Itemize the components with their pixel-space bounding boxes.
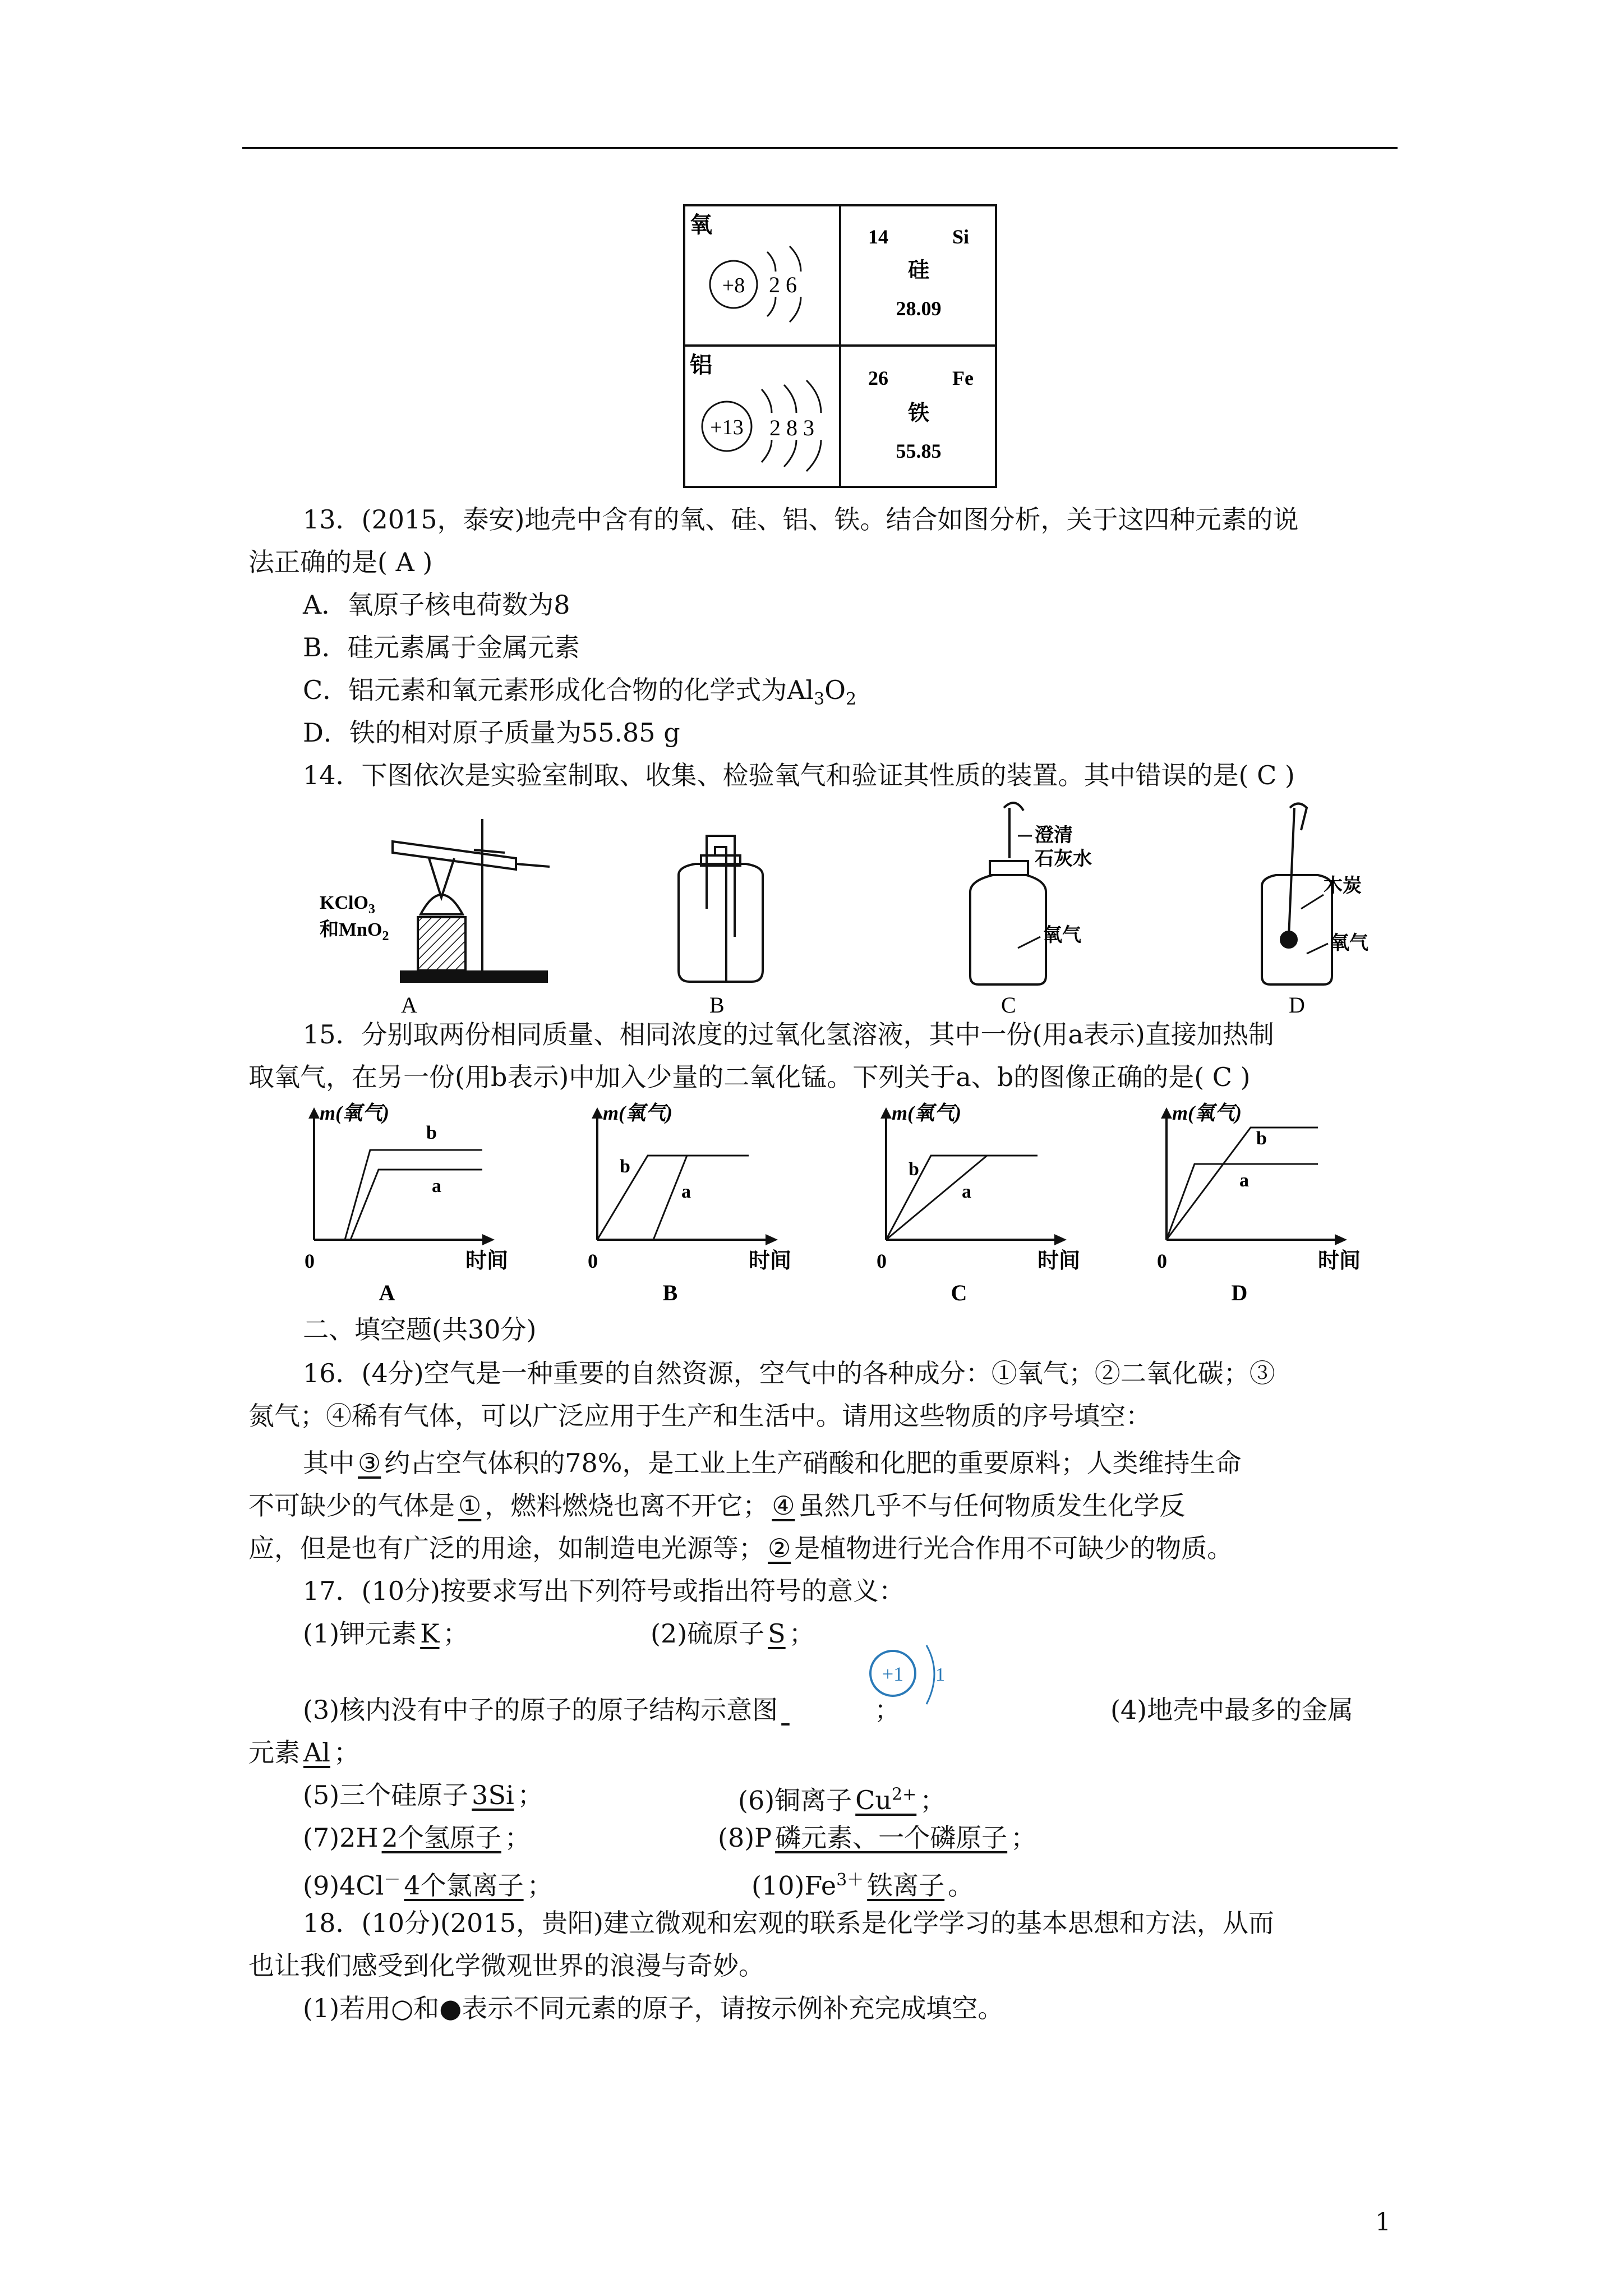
apparatus-b-bottle-icon	[679, 836, 763, 982]
q14-d-reagent: 木炭	[1324, 876, 1362, 896]
q15-graph-a-x-label: 时间	[465, 1249, 509, 1273]
fe-symbol: Fe	[952, 367, 974, 389]
q15-graph-a-label: A	[379, 1280, 395, 1305]
aluminum-label: 铝	[690, 352, 712, 378]
q15-graph-d-x-label: 时间	[1318, 1249, 1361, 1273]
q14-c-reagent-2: 石灰水	[1035, 849, 1092, 869]
q13-stem-line2: 法正确的是( A )	[248, 547, 433, 577]
q14-c-reagent-1: 澄清	[1035, 825, 1073, 846]
q15-graph-a-series-b-line	[345, 1150, 482, 1240]
q15-graph-d-origin: 0	[1157, 1250, 1167, 1272]
q14-stem: 14．下图依次是实验室制取、收集、检验氧气和验证其性质的装置。其中错误的是( C )	[303, 760, 1295, 790]
q15-graph-d-series-b-label: b	[1256, 1128, 1267, 1149]
q15-graph-b-y-label: m(氧气)	[603, 1102, 672, 1124]
q15-graph-a-origin: 0	[305, 1250, 315, 1272]
fe-name: 铁	[907, 402, 930, 425]
oxygen-label: 氧	[690, 212, 712, 237]
q14-a-reagent-2: 和MnO$_2$	[320, 919, 389, 944]
q15-graph-b-series-a-label: a	[681, 1181, 691, 1202]
q14-label-b: B	[709, 992, 725, 1015]
q18-line3: (1)若用○和●表示不同元素的原子，请按示例补充完成填空。	[303, 1993, 1004, 2023]
hydrogen-shell: 1	[935, 1664, 945, 1685]
q15-graph-b-origin: 0	[588, 1250, 598, 1272]
q16-line4: 不可缺少的气体是 ① ，燃料燃烧也离不开它； ④ 虽然几乎不与任何物质发生化学反	[248, 1490, 1186, 1521]
header-rule	[242, 147, 1398, 149]
q15-graph-d-y-arrow-icon	[1161, 1107, 1172, 1119]
q15-graph-b-x-label: 时间	[749, 1249, 792, 1273]
q13-option-d: D．铁的相对原子质量为55.85 g	[303, 717, 680, 748]
q15-graph-a-y-arrow-icon	[308, 1107, 320, 1119]
q16-answer-1: ③	[358, 1448, 381, 1478]
q16-answer-4: ②	[768, 1533, 791, 1563]
q15-graph-a-y-label: m(氧气)	[320, 1102, 389, 1124]
q15-graphs-svg	[292, 1099, 1385, 1318]
page-number: 1	[1375, 2208, 1391, 2237]
q15-graph-c-x-label: 时间	[1038, 1249, 1081, 1273]
q13-stem-line1: 13．(2015，泰安)地壳中含有的氧、硅、铝、铁。结合如图分析，关于这四种元素的说	[303, 504, 1299, 535]
q15-graph-a-x-arrow-icon	[482, 1234, 495, 1245]
q16-line2: 氮气；④稀有气体，可以广泛应用于生产和生活中。请用这些物质的序号填空：	[248, 1401, 1151, 1431]
q15-graph-b-x-arrow-icon	[766, 1234, 778, 1245]
q15-stem-line1: 15．分别取两份相同质量、相同浓度的过氧化氢溶液，其中一份(用a表示)直接加热制	[303, 1019, 1274, 1050]
q17-item-9: (9)4Cl－ 4个氯离子 ；	[303, 1870, 553, 1901]
q14-label-a: A	[401, 992, 417, 1015]
q15-graph-c-label: C	[951, 1280, 967, 1305]
q13-option-a: A．氧原子核电荷数为8	[303, 590, 570, 620]
q16-line5: 应，但是也有广泛的用途，如制造电光源等； ② 是植物进行光合作用不可缺少的物质。	[248, 1533, 1233, 1563]
apparatus-d-bottle-icon	[1262, 804, 1332, 985]
q17-item-3: (3)核内没有中子的原子的原子结构示意图 ；	[303, 1695, 901, 1725]
q15-graph-a-series-b-label: b	[426, 1122, 437, 1143]
q15-graph-a-series-a-line	[351, 1170, 482, 1240]
si-number: 14	[868, 226, 888, 248]
fe-number: 26	[868, 367, 888, 389]
q17-item-7: (7)2H 2个氢原子 ；	[303, 1823, 531, 1853]
q14-c-gas: 氧气	[1043, 925, 1081, 946]
q14-label-d: D	[1289, 992, 1305, 1015]
q15-graph-d-x-arrow-icon	[1335, 1234, 1347, 1245]
aluminum-shells: 2 8 3	[769, 415, 814, 440]
q17-item-4-part1: (4)地壳中最多的金属	[1110, 1695, 1354, 1725]
q17-item-4-part2: 元素 Al ；	[248, 1737, 359, 1768]
si-mass: 28.09	[896, 297, 942, 320]
q15-graph-a-series-a-label: a	[432, 1176, 441, 1197]
fe-mass: 55.85	[896, 440, 942, 462]
section-2-title: 二、填空题(共30分)	[303, 1314, 537, 1345]
si-symbol: Si	[952, 226, 970, 248]
apparatus-a-heating-icon	[393, 819, 550, 982]
q15-graph-b-label: B	[662, 1280, 678, 1305]
element-table-figure	[683, 204, 997, 488]
q15-graph-c-y-arrow-icon	[880, 1107, 892, 1119]
q14-apparatus-figure	[314, 797, 1380, 1015]
q15-graph-d-label: D	[1231, 1280, 1248, 1305]
q16-line1: 16．(4分)空气是一种重要的自然资源，空气中的各种成分：①氧气；②二氧化碳；③	[303, 1358, 1275, 1388]
hydrogen-atom-diagram	[864, 1642, 976, 1710]
hydrogen-nucleus: +1	[882, 1663, 904, 1685]
q18-line2: 也让我们感受到化学微观世界的浪漫与奇妙。	[248, 1950, 764, 1981]
q15-graphs	[292, 1099, 1385, 1318]
q16-answer-3: ④	[772, 1490, 795, 1521]
q16-line3: 其中 ③ 约占空气体积的78%，是工业上生产硝酸和化肥的重要原料；人类维持生命	[303, 1448, 1242, 1478]
oxygen-nucleus: +8	[722, 274, 745, 297]
q17-item-8: (8)P 磷元素、一个磷原子 ；	[718, 1823, 1037, 1853]
q15-graph-b-series-a-line	[653, 1156, 749, 1240]
q18-line1: 18．(10分)(2015，贵阳)建立微观和宏观的联系是化学学习的基本思想和方法，从而	[303, 1908, 1274, 1938]
q15-graph-c-y-label: m(氧气)	[892, 1102, 961, 1124]
q15-graph-c-x-arrow-icon	[1054, 1234, 1067, 1245]
q17-item-10: $(10)Fe^{3+}$ 铁离子 。	[751, 1870, 974, 1901]
q16-answer-2: ①	[458, 1490, 482, 1521]
q14-d-gas: 氧气	[1330, 933, 1368, 954]
q15-graph-b-series-b-label: b	[620, 1156, 630, 1177]
q17-item-5: (5)三个硅原子 3Si ；	[303, 1780, 543, 1810]
q15-stem-line2: 取氧气，在另一份(用b表示)中加入少量的二氧化锰。下列关于a、b的图像正确的是( C )	[248, 1062, 1251, 1092]
q15-graph-d-y-label: m(氧气)	[1172, 1102, 1242, 1124]
q15-graph-d-series-a-label: a	[1239, 1170, 1249, 1191]
q14-a-reagent-1: KClO$_3$	[320, 892, 375, 917]
oxygen-shells: 2 6	[769, 272, 797, 297]
q17-item-2: (2)硫原子 S ；	[651, 1618, 815, 1649]
q14-label-c: C	[1001, 992, 1016, 1015]
q15-graph-b-y-arrow-icon	[592, 1107, 603, 1119]
q15-graph-c-series-a-label: a	[962, 1181, 971, 1202]
q13-option-c: C．铝元素和氧元素形成化合物的化学式为$Al_3O_2$	[303, 675, 857, 710]
q15-graph-c-origin: 0	[877, 1250, 887, 1272]
q15-graph-c-series-b-label: b	[909, 1159, 919, 1180]
aluminum-nucleus: +13	[710, 416, 744, 439]
si-name: 硅	[907, 259, 930, 282]
q17-item-6: (6)铜离子 $Cu^{2+}$ ；	[738, 1785, 946, 1816]
q17-item-1: (1)钾元素 K ；	[303, 1618, 469, 1649]
q13-option-b: B．硅元素属于金属元素	[303, 632, 580, 662]
q17-stem: 17．(10分)按要求写出下列符号或指出符号的意义：	[303, 1576, 905, 1606]
